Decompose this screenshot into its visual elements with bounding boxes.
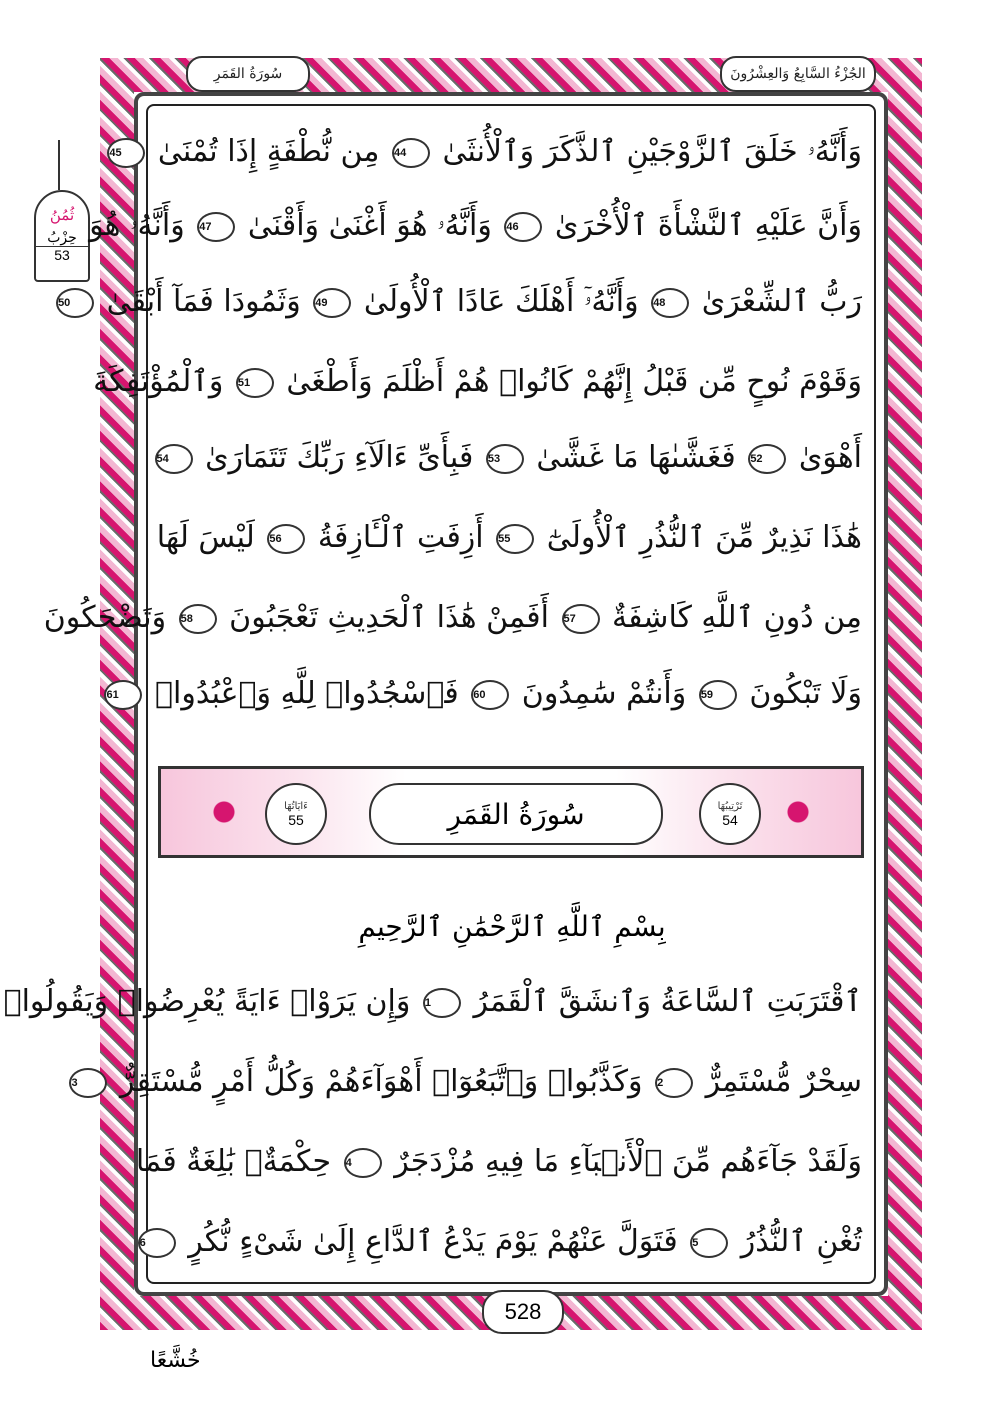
verse-line	[106, 664, 862, 724]
ayah-number-marker: 54	[155, 444, 193, 474]
ayah-number-marker: 50	[56, 288, 94, 318]
verse-text: مِن دُونِ ٱللَّهِ كَاشِفَةٌ	[612, 600, 862, 635]
verse-line	[109, 122, 862, 182]
surah-order-medallion	[699, 783, 761, 845]
verse-text: وَأَنَّهُۥٓ أَهْلَكَ عَادًا ٱلْأُولَىٰ	[363, 284, 639, 319]
ayat-count-value: 55	[288, 811, 304, 828]
verse-text: وَإِن يَرَوْا۟ ءَايَةً يُعْرِضُوا۟ وَيَقُولُوا۟	[3, 984, 411, 1019]
hizb-number: 53	[36, 246, 88, 263]
verse-text: أَهْوَىٰ	[798, 440, 862, 475]
verse-text: وَثَمُودَا فَمَآ أَبْقَىٰ	[106, 284, 301, 319]
ayat-count-medallion	[265, 783, 327, 845]
ayah-number-marker: 60	[471, 680, 509, 710]
verse-line	[156, 428, 862, 488]
verse-text: فَٱسْجُدُوا۟ لِلَّهِ وَٱعْبُدُوا۟	[155, 676, 459, 711]
verse-text: وَلَقَدْ جَآءَهُم مِّنَ ٱلْأَنۢبَآءِ مَا فِيهِ مُزْدَجَرٌ	[394, 1144, 862, 1179]
verse-text: وَتَضْحَكُونَ	[43, 600, 167, 635]
ayah-number-marker: 56	[267, 524, 305, 554]
ayah-number-marker: 45	[107, 138, 145, 168]
ayah-number-marker: 53	[486, 444, 524, 474]
ayah-number-marker: 2	[655, 1068, 693, 1098]
hizb-marker-stem	[58, 140, 70, 190]
ayah-number-marker: 48	[651, 288, 689, 318]
verse-text: فَتَوَلَّ عَنْهُمْ يَوْمَ يَدْعُ ٱلدَّاعِ إِلَىٰ شَىْءٍ نُّكُرٍ	[188, 1224, 678, 1259]
ayah-number-marker: 58	[179, 604, 217, 634]
ayat-count-label: ءَايَاتُهَا	[284, 800, 308, 812]
verse-text: فَبِأَىِّ ءَالَآءِ رَبِّكَ تَتَمَارَىٰ	[205, 440, 474, 475]
verse-line	[139, 1212, 862, 1272]
ayah-number-marker: 59	[699, 680, 737, 710]
verse-text: فَغَشَّىٰهَا مَا غَشَّىٰ	[536, 440, 736, 475]
verse-text: وَأَنَّهُۥ هُوَ	[89, 208, 185, 243]
verse-text: هَٰذَا نَذِيرٌ مِّنَ ٱلنُّذُرِ ٱلْأُولَىٰٓ	[546, 520, 862, 555]
verse-text: أَفَمِنْ هَٰذَا ٱلْحَدِيثِ تَعْجَبُونَ	[229, 600, 549, 635]
ayah-number-marker: 51	[236, 368, 274, 398]
ayah-number-marker: 4	[344, 1148, 382, 1178]
hizb-fraction: ثُمُنُ	[49, 206, 75, 224]
ayah-number-marker: 3	[69, 1068, 107, 1098]
ayah-number-marker: 49	[313, 288, 351, 318]
ayah-number-marker: 55	[496, 524, 534, 554]
surah-name-label: سُورَةُ القَمَرِ	[186, 56, 310, 92]
verse-text: تُغْنِ ٱلنُّذُرُ	[740, 1224, 862, 1259]
verse-text: وَأَنَّ عَلَيْهِ ٱلنَّشْأَةَ ٱلْأُخْرَىٰ	[554, 208, 862, 243]
verse-text: ٱقْتَرَبَتِ ٱلسَّاعَةُ وَٱنشَقَّ ٱلْقَمَرُ	[473, 984, 862, 1019]
ayah-number-marker: 47	[197, 212, 235, 242]
verse-line	[3, 972, 862, 1032]
surah-header-banner	[158, 766, 864, 858]
page-number: 528	[482, 1290, 564, 1334]
ayah-number-marker: 52	[748, 444, 786, 474]
verse-text: أَزِفَتِ ٱلْـَٔازِفَةُ	[317, 520, 484, 555]
basmala: بِسْمِ ٱللَّهِ ٱلرَّحْمَٰنِ ٱلرَّحِيمِ	[358, 910, 666, 943]
verse-line	[43, 588, 862, 648]
surah-order-value: 54	[722, 811, 738, 828]
ayah-number-marker: 1	[423, 988, 461, 1018]
hizb-marker	[34, 190, 90, 282]
verse-text: وَأَنَّهُۥ خَلَقَ ٱلزَّوْجَيْنِ ٱلذَّكَرَ وَٱلْأُنثَىٰ	[442, 134, 862, 169]
ayah-number-marker: 6	[138, 1228, 176, 1258]
ayah-number-marker: 57	[562, 604, 600, 634]
verse-text: مِن نُّطْفَةٍ إِذَا تُمْنَىٰ	[157, 134, 380, 169]
hizb-label: حِزْبُ	[47, 230, 77, 246]
surah-title: سُورَةُ القَمَرِ	[369, 783, 663, 845]
verse-line	[89, 196, 862, 256]
juz-name-label: الجُزْءُ السَّابِعُ وَالعِشْرُونَ	[720, 56, 876, 92]
ayah-number-marker: 46	[504, 212, 542, 242]
verse-text: لَيْسَ لَهَا	[156, 520, 255, 555]
verse-text: وَأَنَّهُۥ هُوَ أَغْنَىٰ وَأَقْنَىٰ	[247, 208, 492, 243]
verse-line	[71, 1052, 862, 1112]
ayah-number-marker: 61	[104, 680, 142, 710]
verse-line	[93, 352, 862, 412]
ayah-number-marker: 5	[690, 1228, 728, 1258]
verse-text: وَٱلْمُؤْتَفِكَةَ	[93, 364, 224, 399]
surah-order-label: تَرْتِيبُهَا	[717, 800, 743, 812]
verse-text: وَقَوْمَ نُوحٍ مِّن قَبْلُ إِنَّهُمْ كَانُوا۟ هُمْ أَظْلَمَ وَأَطْغَىٰ	[286, 364, 862, 399]
verse-text: حِكْمَةٌۢ بَٰلِغَةٌ فَمَا	[135, 1144, 332, 1179]
verse-text: وَأَنتُمْ سَٰمِدُونَ	[521, 676, 687, 711]
verse-line	[135, 1132, 862, 1192]
verse-text: رَبُّ ٱلشِّعْرَىٰ	[701, 284, 862, 319]
verse-line	[58, 272, 862, 332]
verse-text: وَلَا تَبْكُونَ	[749, 676, 862, 711]
catchword: خُشَّعًا	[150, 1348, 201, 1373]
ayah-number-marker: 44	[392, 138, 430, 168]
verse-text: سِحْرٌ مُّسْتَمِرٌّ	[705, 1064, 862, 1099]
verse-text: وَكَذَّبُوا۟ وَٱتَّبَعُوٓا۟ أَهْوَآءَهُمْ وَكُلُّ أَمْرٍ مُّسْتَقِرٌّ	[120, 1064, 643, 1099]
verse-line	[156, 508, 862, 568]
